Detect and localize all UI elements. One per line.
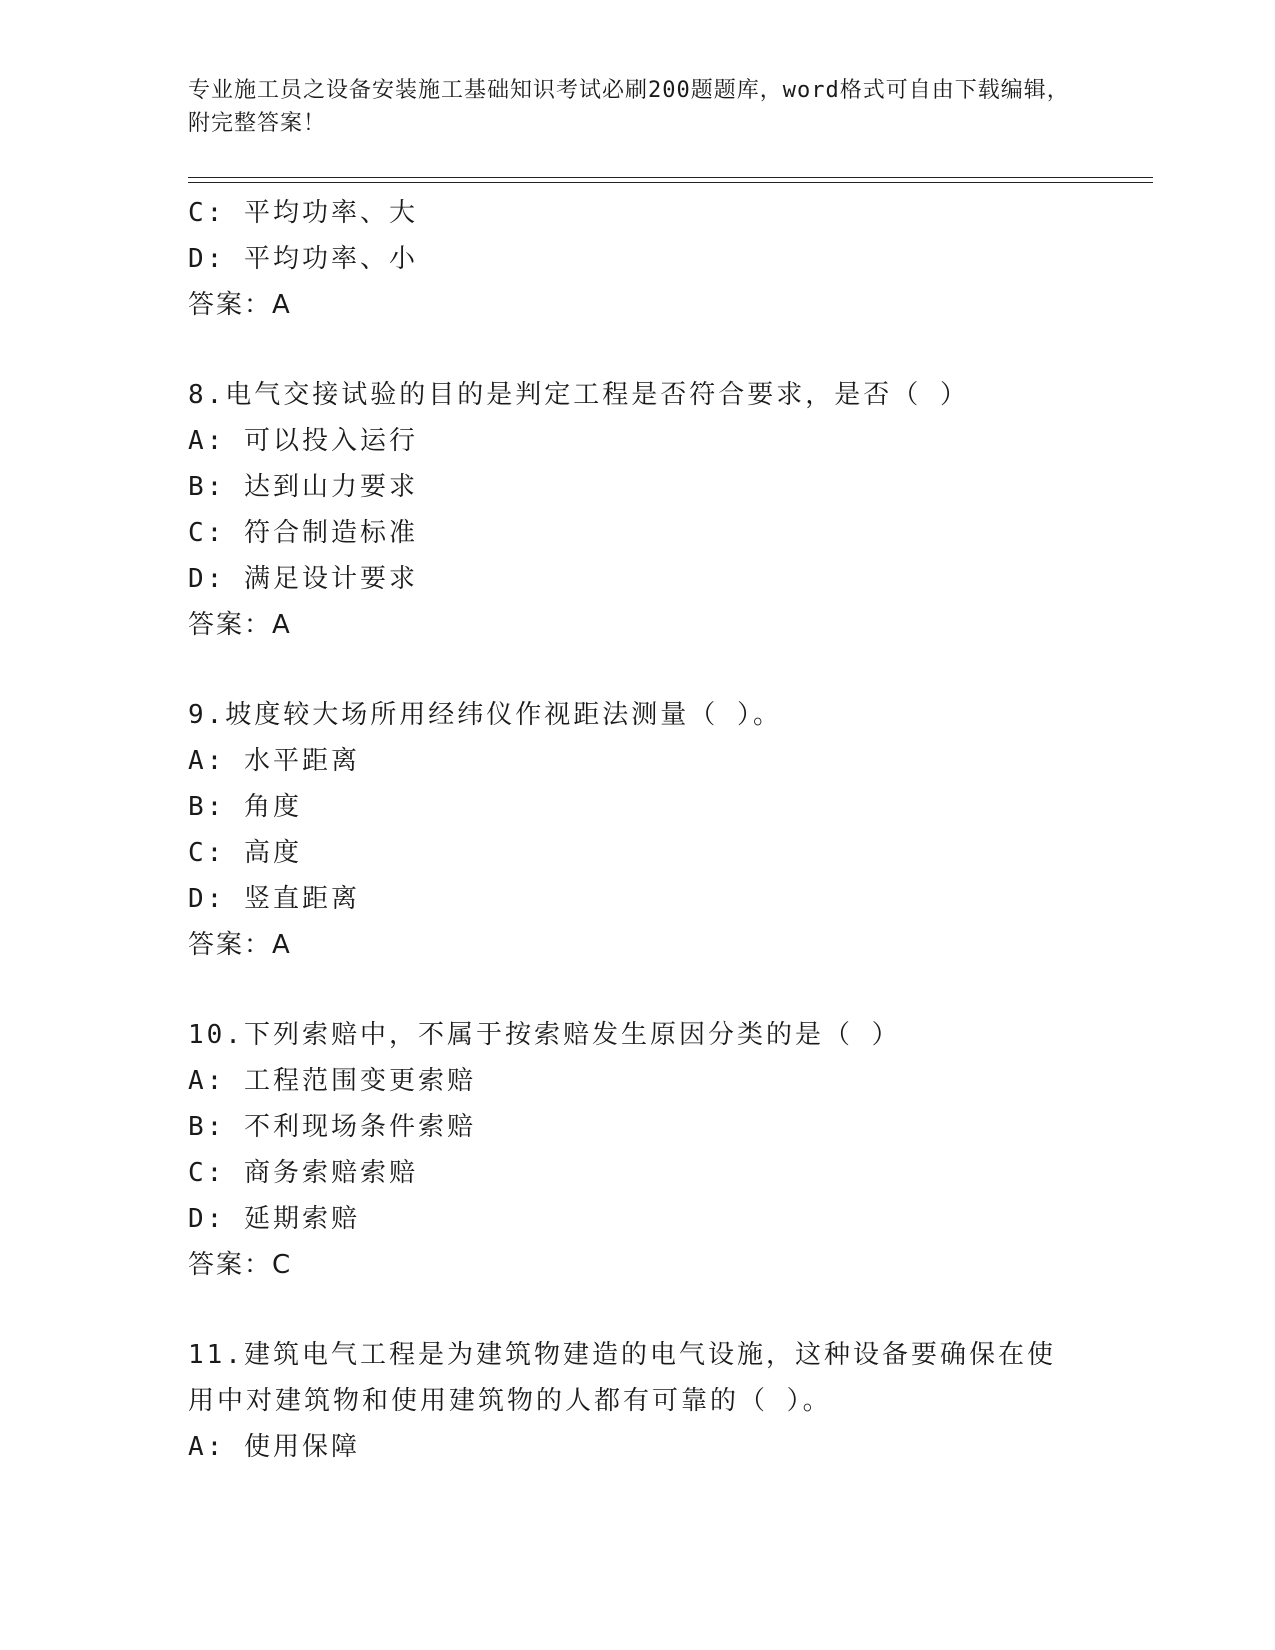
option-d: D: 平均功率、小 — [188, 244, 418, 274]
option-b: B: 达到山力要求 — [188, 472, 418, 502]
option-d: D: 满足设计要求 — [188, 564, 418, 594]
option-c: C: 高度 — [188, 838, 302, 868]
option-a: A: 水平距离 — [188, 746, 360, 776]
question-text: 10.下列索赔中，不属于按索赔发生原因分类的是（ ） — [188, 1020, 901, 1050]
option-d: D: 延期索赔 — [188, 1204, 360, 1234]
question-9 — [188, 692, 1088, 968]
question-11 — [188, 1332, 1088, 1470]
question-text: 8.电气交接试验的目的是判定工程是否符合要求，是否（ ） — [188, 380, 969, 410]
question-10 — [188, 1012, 1088, 1288]
spacer — [188, 328, 1088, 372]
option-c: C: 平均功率、大 — [188, 198, 418, 228]
question-list — [188, 190, 1088, 1470]
option-b: B: 不利现场条件索赔 — [188, 1112, 476, 1142]
header-divider-top — [188, 177, 1153, 178]
header-divider-bottom — [188, 182, 1153, 183]
option-b: B: 角度 — [188, 792, 302, 822]
question-7-tail — [188, 190, 1088, 328]
answer: 答案：A — [188, 290, 292, 320]
answer: 答案：A — [188, 610, 292, 640]
option-a: A: 工程范围变更索赔 — [188, 1066, 476, 1096]
answer: 答案：C — [188, 1250, 293, 1280]
spacer — [188, 648, 1088, 692]
spacer — [188, 1288, 1088, 1332]
option-a: A: 可以投入运行 — [188, 426, 418, 456]
question-text: 11.建筑电气工程是为建筑物建造的电气设施，这种设备要确保在使用中对建筑物和使用建筑物的人都有可靠的（ ）。 — [188, 1340, 1056, 1416]
answer: 答案：A — [188, 930, 292, 960]
option-c: C: 符合制造标准 — [188, 518, 418, 548]
option-a: A: 使用保障 — [188, 1432, 360, 1462]
question-8 — [188, 372, 1088, 648]
spacer — [188, 968, 1088, 1012]
document-header: 专业施工员之设备安装施工基础知识考试必刷200题题库，word格式可自由下载编辑，附完整答案！ — [188, 78, 1070, 136]
option-d: D: 竖直距离 — [188, 884, 360, 914]
question-text: 9.坡度较大场所用经纬仪作视距法测量（ ）。 — [188, 700, 782, 730]
option-c: C: 商务索赔索赔 — [188, 1158, 418, 1188]
